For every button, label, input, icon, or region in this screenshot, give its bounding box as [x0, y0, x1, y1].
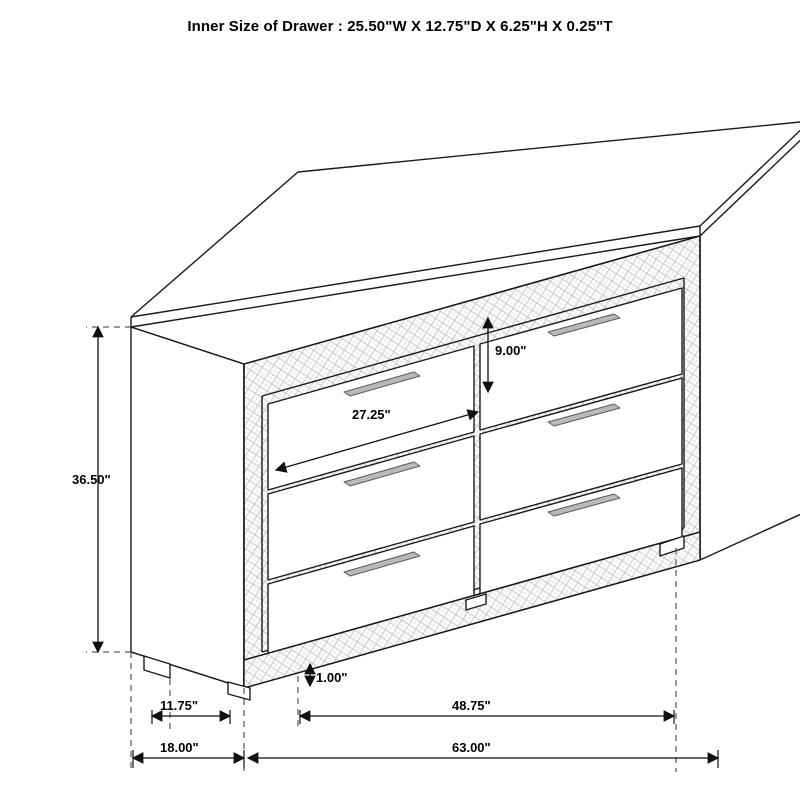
dim-drawer-bank-width: 48.75": [452, 698, 491, 713]
dim-plinth-height: 1.00": [316, 670, 348, 685]
dim-overall-width: 63.00": [452, 740, 491, 755]
dim-height-overall: 36.50": [72, 472, 111, 487]
page-title: Inner Size of Drawer : 25.50"W X 12.75"D X 6.25"H X 0.25"T: [187, 18, 613, 35]
dim-drawer-front-height: 9.00": [495, 343, 527, 358]
dim-drawer-front-width: 27.25": [352, 407, 391, 422]
dim-side-depth: 11.75": [160, 698, 198, 713]
dim-base-depth: 18.00": [160, 740, 199, 755]
